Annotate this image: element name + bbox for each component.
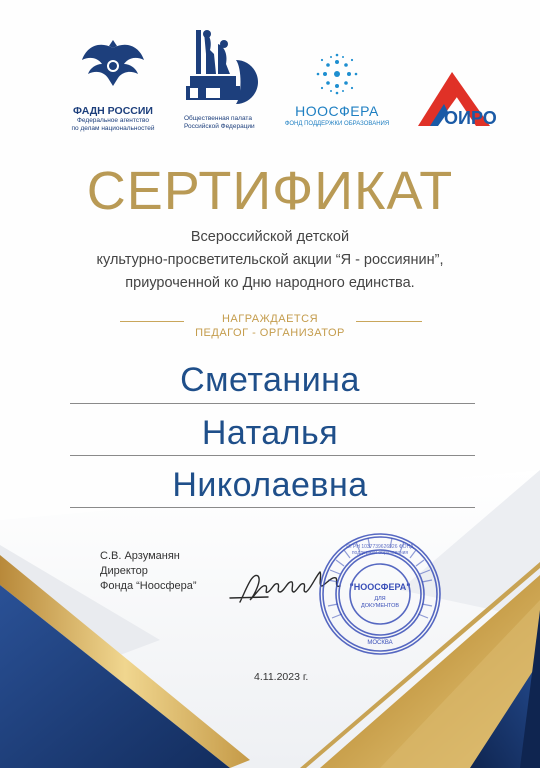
- fadn-caption-1: Федеральное агентство: [76, 117, 150, 124]
- signer-position: Директор: [100, 565, 148, 577]
- public-chamber-logo: [176, 24, 268, 134]
- name-rule-2: [70, 455, 475, 456]
- award-label: НАГРАЖДАЕТСЯ: [221, 313, 319, 325]
- public-chamber-caption-1: Общественная палата: [184, 115, 252, 122]
- name-rule-3: [70, 507, 475, 508]
- fadn-caption-2: по делам национальностей: [71, 125, 155, 132]
- signer-block: [100, 549, 197, 594]
- stamp-city: МОСКВА: [367, 640, 393, 646]
- certificate-title: СЕРТИФИКАТ: [86, 161, 454, 221]
- recipient-patronymic: Николаевна: [172, 466, 368, 504]
- subtitle-line-2: культурно-просветительской акции “Я - россиянин”,: [96, 252, 444, 268]
- subtitle-line-3: приуроченной ко Дню народного единства.: [125, 275, 415, 291]
- signer-organization: Фонда “Ноосфера”: [100, 580, 197, 592]
- subtitle-line-1: Всероссийской детской: [190, 229, 350, 245]
- fadn-name: ФАДН РОССИИ: [73, 105, 153, 117]
- stamp-ring-text: ОГРН 1037739626926 ФОНД поддержки образования: [346, 544, 414, 556]
- oiro-logo: [410, 68, 510, 132]
- award-role: ПЕДАГОГ - ОРГАНИЗАТОР: [195, 327, 345, 339]
- noosfera-logo: [282, 52, 392, 132]
- stamp-center-small: ДЛЯ ДОКУМЕНТОВ: [360, 596, 400, 609]
- stamp-center-text: "НООСФЕРА": [349, 582, 411, 592]
- recipient-surname: Сметанина: [180, 361, 360, 399]
- monument-icon: [176, 24, 268, 110]
- public-chamber-caption-2: Российской Федерации: [184, 122, 255, 130]
- signer-name: С.В. Арзуманян: [100, 550, 180, 562]
- noosfera-name: НООСФЕРА: [295, 103, 379, 119]
- noosfera-dots-icon: [282, 52, 392, 98]
- eagle-emblem-icon: [68, 34, 158, 94]
- issue-date: 4.11.2023 г.: [254, 671, 309, 683]
- oiro-name: ОИРО: [444, 108, 497, 128]
- noosfera-caption: ФОНД ПОДДЕРЖКИ ОБРАЗОВАНИЯ: [284, 121, 390, 127]
- organization-stamp: [316, 530, 444, 658]
- certificate-subtitle: [40, 226, 500, 295]
- fadn-logo: [68, 34, 158, 134]
- name-rule-1: [70, 403, 475, 404]
- recipient-first-name: Наталья: [201, 414, 339, 452]
